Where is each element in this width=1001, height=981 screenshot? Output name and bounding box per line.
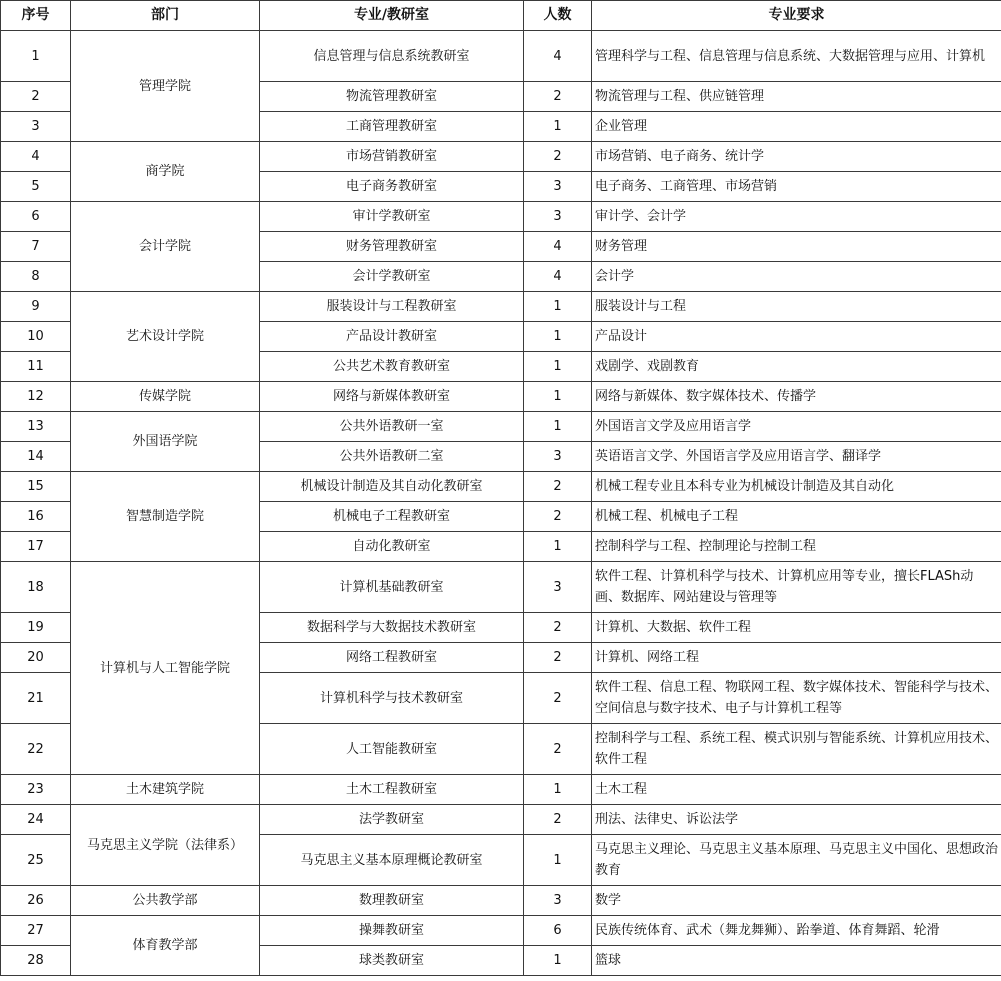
row-index: 16 xyxy=(1,502,71,532)
requirement-cell: 机械工程、机械电子工程 xyxy=(592,502,1001,532)
row-index: 28 xyxy=(1,946,71,976)
count-cell: 1 xyxy=(524,292,592,322)
requirement-cell: 计算机、网络工程 xyxy=(592,643,1001,673)
count-cell: 1 xyxy=(524,322,592,352)
row-index: 1 xyxy=(1,31,71,82)
count-cell: 3 xyxy=(524,172,592,202)
office-cell: 计算机科学与技术教研室 xyxy=(260,673,524,724)
requirement-cell: 马克思主义理论、马克思主义基本原理、马克思主义中国化、思想政治教育 xyxy=(592,835,1001,886)
office-cell: 工商管理教研室 xyxy=(260,112,524,142)
office-cell: 人工智能教研室 xyxy=(260,724,524,775)
requirement-cell: 控制科学与工程、系统工程、模式识别与智能系统、计算机应用技术、软件工程 xyxy=(592,724,1001,775)
table-row xyxy=(1,775,1001,805)
row-index: 17 xyxy=(1,532,71,562)
table-row xyxy=(1,382,1001,412)
department-cell: 传媒学院 xyxy=(71,382,260,412)
count-cell: 2 xyxy=(524,613,592,643)
requirement-cell: 篮球 xyxy=(592,946,1001,976)
table-row xyxy=(1,202,1001,232)
row-index: 4 xyxy=(1,142,71,172)
row-index: 8 xyxy=(1,262,71,292)
row-index: 5 xyxy=(1,172,71,202)
row-index: 3 xyxy=(1,112,71,142)
row-index: 18 xyxy=(1,562,71,613)
table-row xyxy=(1,292,1001,322)
requirement-cell: 电子商务、工商管理、市场营销 xyxy=(592,172,1001,202)
count-cell: 2 xyxy=(524,724,592,775)
requirement-cell: 计算机、大数据、软件工程 xyxy=(592,613,1001,643)
requirement-cell: 数学 xyxy=(592,886,1001,916)
office-cell: 公共艺术教育教研室 xyxy=(260,352,524,382)
department-cell: 会计学院 xyxy=(71,202,260,292)
row-index: 6 xyxy=(1,202,71,232)
requirement-cell: 审计学、会计学 xyxy=(592,202,1001,232)
department-cell: 马克思主义学院（法律系） xyxy=(71,805,260,886)
department-cell: 艺术设计学院 xyxy=(71,292,260,382)
row-index: 26 xyxy=(1,886,71,916)
table-row xyxy=(1,472,1001,502)
office-cell: 法学教研室 xyxy=(260,805,524,835)
table-body xyxy=(1,31,1001,976)
office-cell: 公共外语教研一室 xyxy=(260,412,524,442)
row-index: 24 xyxy=(1,805,71,835)
count-cell: 1 xyxy=(524,412,592,442)
table-row xyxy=(1,412,1001,442)
header-index: 序号 xyxy=(1,1,71,31)
count-cell: 4 xyxy=(524,232,592,262)
requirement-cell: 英语语言文学、外国语言学及应用语言学、翻译学 xyxy=(592,442,1001,472)
table-row xyxy=(1,916,1001,946)
count-cell: 2 xyxy=(524,472,592,502)
row-index: 27 xyxy=(1,916,71,946)
count-cell: 2 xyxy=(524,643,592,673)
requirement-cell: 土木工程 xyxy=(592,775,1001,805)
count-cell: 4 xyxy=(524,262,592,292)
header-office: 专业/教研室 xyxy=(260,1,524,31)
requirement-cell: 市场营销、电子商务、统计学 xyxy=(592,142,1001,172)
office-cell: 产品设计教研室 xyxy=(260,322,524,352)
count-cell: 3 xyxy=(524,886,592,916)
office-cell: 计算机基础教研室 xyxy=(260,562,524,613)
count-cell: 1 xyxy=(524,532,592,562)
office-cell: 球类教研室 xyxy=(260,946,524,976)
requirement-cell: 软件工程、信息工程、物联网工程、数字媒体技术、智能科学与技术、空间信息与数字技术、电子与计算机工程等 xyxy=(592,673,1001,724)
count-cell: 4 xyxy=(524,31,592,82)
requirement-cell: 戏剧学、戏剧教育 xyxy=(592,352,1001,382)
office-cell: 马克思主义基本原理概论教研室 xyxy=(260,835,524,886)
requirement-cell: 产品设计 xyxy=(592,322,1001,352)
row-index: 23 xyxy=(1,775,71,805)
row-index: 25 xyxy=(1,835,71,886)
table-row xyxy=(1,562,1001,613)
count-cell: 6 xyxy=(524,916,592,946)
requirement-cell: 财务管理 xyxy=(592,232,1001,262)
requirement-cell: 机械工程专业且本科专业为机械设计制造及其自动化 xyxy=(592,472,1001,502)
count-cell: 2 xyxy=(524,142,592,172)
row-index: 11 xyxy=(1,352,71,382)
count-cell: 2 xyxy=(524,502,592,532)
department-cell: 商学院 xyxy=(71,142,260,202)
row-index: 2 xyxy=(1,82,71,112)
requirement-cell: 网络与新媒体、数字媒体技术、传播学 xyxy=(592,382,1001,412)
count-cell: 1 xyxy=(524,775,592,805)
row-index: 15 xyxy=(1,472,71,502)
row-index: 13 xyxy=(1,412,71,442)
row-index: 9 xyxy=(1,292,71,322)
count-cell: 2 xyxy=(524,82,592,112)
department-cell: 公共教学部 xyxy=(71,886,260,916)
header-row xyxy=(1,1,1001,31)
count-cell: 1 xyxy=(524,112,592,142)
department-cell: 管理学院 xyxy=(71,31,260,142)
count-cell: 3 xyxy=(524,562,592,613)
count-cell: 2 xyxy=(524,805,592,835)
office-cell: 公共外语教研二室 xyxy=(260,442,524,472)
office-cell: 审计学教研室 xyxy=(260,202,524,232)
office-cell: 数据科学与大数据技术教研室 xyxy=(260,613,524,643)
row-index: 10 xyxy=(1,322,71,352)
office-cell: 数理教研室 xyxy=(260,886,524,916)
row-index: 12 xyxy=(1,382,71,412)
office-cell: 土木工程教研室 xyxy=(260,775,524,805)
row-index: 19 xyxy=(1,613,71,643)
requirement-cell: 服装设计与工程 xyxy=(592,292,1001,322)
office-cell: 物流管理教研室 xyxy=(260,82,524,112)
office-cell: 自动化教研室 xyxy=(260,532,524,562)
department-cell: 计算机与人工智能学院 xyxy=(71,562,260,775)
department-cell: 体育教学部 xyxy=(71,916,260,976)
table-row xyxy=(1,142,1001,172)
office-cell: 财务管理教研室 xyxy=(260,232,524,262)
header-requirement: 专业要求 xyxy=(592,1,1001,31)
table-row xyxy=(1,886,1001,916)
requirement-cell: 软件工程、计算机科学与技术、计算机应用等专业，擅长FLASh动画、数据库、网站建设与管理等 xyxy=(592,562,1001,613)
department-cell: 土木建筑学院 xyxy=(71,775,260,805)
row-index: 22 xyxy=(1,724,71,775)
office-cell: 网络与新媒体教研室 xyxy=(260,382,524,412)
office-cell: 会计学教研室 xyxy=(260,262,524,292)
row-index: 21 xyxy=(1,673,71,724)
office-cell: 机械电子工程教研室 xyxy=(260,502,524,532)
row-index: 20 xyxy=(1,643,71,673)
office-cell: 操舞教研室 xyxy=(260,916,524,946)
count-cell: 1 xyxy=(524,835,592,886)
count-cell: 3 xyxy=(524,442,592,472)
row-index: 7 xyxy=(1,232,71,262)
header-count: 人数 xyxy=(524,1,592,31)
count-cell: 1 xyxy=(524,946,592,976)
office-cell: 市场营销教研室 xyxy=(260,142,524,172)
office-cell: 服装设计与工程教研室 xyxy=(260,292,524,322)
table-row xyxy=(1,805,1001,835)
row-index: 14 xyxy=(1,442,71,472)
office-cell: 机械设计制造及其自动化教研室 xyxy=(260,472,524,502)
requirement-cell: 外国语言文学及应用语言学 xyxy=(592,412,1001,442)
department-cell: 外国语学院 xyxy=(71,412,260,472)
table-row xyxy=(1,31,1001,82)
office-cell: 网络工程教研室 xyxy=(260,643,524,673)
count-cell: 3 xyxy=(524,202,592,232)
office-cell: 电子商务教研室 xyxy=(260,172,524,202)
requirement-cell: 会计学 xyxy=(592,262,1001,292)
requirement-cell: 民族传统体育、武术（舞龙舞狮）、跆拳道、体育舞蹈、轮滑 xyxy=(592,916,1001,946)
requirement-cell: 管理科学与工程、信息管理与信息系统、大数据管理与应用、计算机 xyxy=(592,31,1001,82)
department-cell: 智慧制造学院 xyxy=(71,472,260,562)
requirement-cell: 物流管理与工程、供应链管理 xyxy=(592,82,1001,112)
requirement-cell: 企业管理 xyxy=(592,112,1001,142)
header-department: 部门 xyxy=(71,1,260,31)
requirement-cell: 刑法、法律史、诉讼法学 xyxy=(592,805,1001,835)
count-cell: 2 xyxy=(524,673,592,724)
count-cell: 1 xyxy=(524,382,592,412)
table-header xyxy=(1,1,1001,31)
count-cell: 1 xyxy=(524,352,592,382)
requirement-cell: 控制科学与工程、控制理论与控制工程 xyxy=(592,532,1001,562)
office-cell: 信息管理与信息系统教研室 xyxy=(260,31,524,82)
